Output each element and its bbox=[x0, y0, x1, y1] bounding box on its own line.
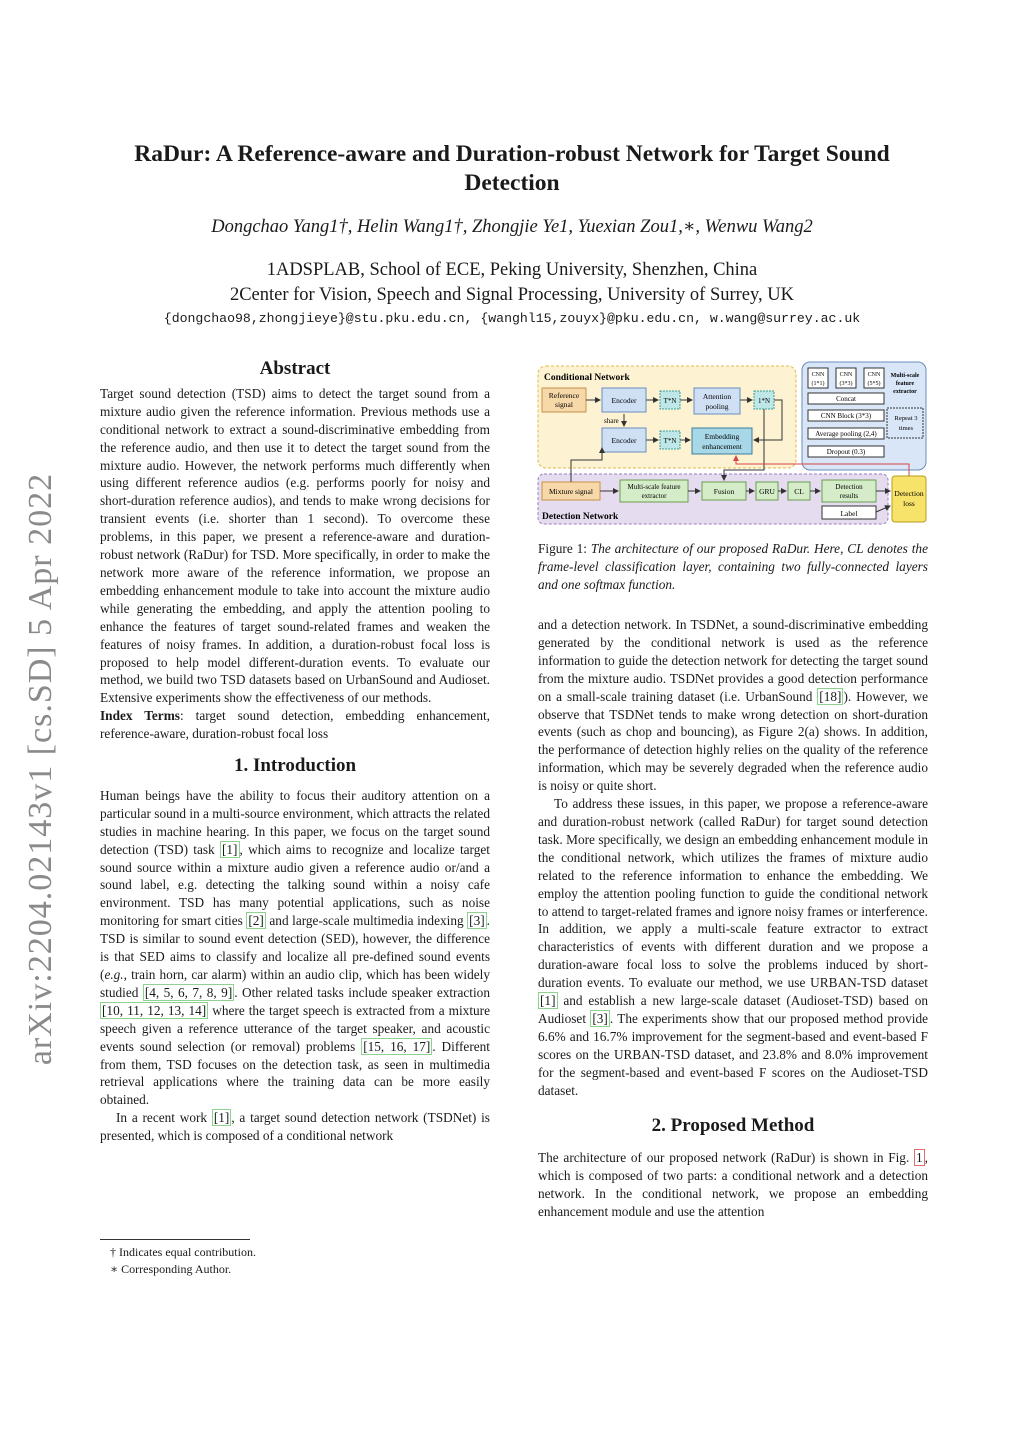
svg-text:times: times bbox=[898, 425, 914, 432]
svg-text:Concat: Concat bbox=[836, 395, 856, 403]
body-paragraph-1: and a detection network. In TSDNet, a sound-discriminative embedding generated by the conditional network is used as the reference information to guide the detection network for detecting the target sound from the mixture audio. TSDNet provides a good detection performance on a small-scale training dataset (i.e. UrbanSound [18] ). However, we observe that TSDNet tends to make wrong detection on short-duration events (such as chop and bouncing), as Figure 2(a) shows. In addition, the performance of detection highly relies on the quality of the reference information, which may be severely degraded when the reference audio is noisy or quite short. bbox=[538, 617, 928, 794]
svg-text:Encoder: Encoder bbox=[611, 396, 637, 405]
svg-text:Multi-scale: Multi-scale bbox=[890, 373, 920, 379]
svg-text:Encoder: Encoder bbox=[611, 436, 637, 445]
architecture-figure bbox=[536, 360, 928, 528]
citation-link[interactable]: [18] bbox=[819, 688, 842, 704]
affiliation-1: 1ADSPLAB, School of ECE, Peking University, Shenzhen, China bbox=[266, 260, 758, 280]
index-terms-text: : target sound detection, embedding enhancement, reference-aware, duration-robust focal loss bbox=[100, 708, 490, 742]
svg-text:Fusion: Fusion bbox=[713, 487, 735, 496]
index-terms bbox=[100, 707, 490, 743]
detection-network-label: Detection Network bbox=[542, 512, 619, 522]
caption-prefix: Figure 1: bbox=[538, 541, 591, 556]
abstract-text: Target sound detection (TSD) aims to detect the target sound from a mixture audio given the reference information. Previous methods use a conditional network to extract a sound-discriminative embedding from the reference audio, and then use it to detect the target sound from the mixture audio. However, the network performs much differently when using different reference audios (e.g. performs poorly for noisy and short-duration reference audios), and tends to make wrong decisions for transient events (i.e. shorter than 1 second). To overcome these problems, in this paper, we present a reference-aware and duration-robust network (RaDur) for TSD. More specifically, in order to make the network more aware of the reference information, we propose an embedding enhancement module to take into account the mixture audio while generating the embedding, and apply the attention pooling to enhance the features of target sound-related frames and weaken the features of noisy frames. In addition, a duration-robust focal loss is proposed to help model different-duration events. To evaluate our method, we build two TSD datasets based on UrbanSound and Audioset. Extensive experiments show the effectiveness of our methods. bbox=[100, 385, 490, 706]
proposed-method-heading: 2. Proposed Method bbox=[651, 1115, 815, 1137]
footnote-divider bbox=[100, 1239, 250, 1240]
citation-link[interactable]: [1] bbox=[213, 1110, 230, 1126]
svg-text:Multi-scale feature: Multi-scale feature bbox=[627, 483, 681, 491]
svg-text:Reference: Reference bbox=[548, 391, 580, 400]
svg-text:CNN Block (3*3): CNN Block (3*3) bbox=[820, 412, 872, 420]
citation-link[interactable]: [1] bbox=[540, 993, 556, 1009]
svg-text:pooling: pooling bbox=[705, 402, 729, 411]
svg-text:CL: CL bbox=[794, 487, 804, 496]
author-list: Dongchao Yang1†, Helin Wang1†, Zhongjie Ye1, Yuexian Zou1,∗, Wenwu Wang2 bbox=[211, 217, 813, 237]
body-paragraph-3: The architecture of our proposed network (RaDur) is shown in Fig. 1 , which is composed of two parts: a conditional network and a detection network. In the conditional network, we propose an embedding enhancement module and use the attention bbox=[538, 1150, 928, 1220]
affiliation-2: 2Center for Vision, Speech and Signal Processing, University of Surrey, UK bbox=[229, 285, 795, 305]
svg-text:Label: Label bbox=[840, 509, 858, 518]
citation-link[interactable]: [2] bbox=[248, 913, 264, 929]
citation-link[interactable]: [15, 16, 17] bbox=[363, 1038, 431, 1054]
svg-text:loss: loss bbox=[903, 499, 915, 508]
svg-text:(1*1): (1*1) bbox=[811, 381, 825, 387]
svg-text:T*N: T*N bbox=[663, 397, 677, 405]
svg-text:enhancement: enhancement bbox=[702, 442, 742, 451]
intro-paragraph-2: In a recent work [1] , a target sound detection network (TSDNet) is presented, which is composed of a conditional network bbox=[100, 1110, 490, 1144]
svg-text:(5*5): (5*5) bbox=[867, 381, 881, 387]
svg-text:feature: feature bbox=[895, 381, 915, 387]
abstract-heading: Abstract bbox=[259, 358, 331, 379]
footnote-equal-contribution: † Indicates equal contribution. bbox=[110, 1245, 256, 1259]
svg-text:GRU: GRU bbox=[759, 487, 775, 496]
svg-text:(3*3): (3*3) bbox=[839, 381, 853, 387]
paper-title: RaDur: A Reference-aware and Duration-robust Network for Target Sound Detection bbox=[134, 141, 890, 196]
svg-text:results: results bbox=[839, 492, 859, 500]
footnote-corresponding-author: ∗ Corresponding Author. bbox=[110, 1262, 232, 1276]
citation-link[interactable]: [3] bbox=[469, 913, 485, 929]
intro-paragraph-1: Human beings have the ability to focus their auditory attention on a particular sound in a multi-source environment, which attracts the related studies in machine hearing. In this paper, we focus on the target sound detection (TSD) task [1] , which aims to recognize and localize target sound source within a mixture audio given a reference audio or/and a sound label, e.g. detecting the talking sound within a noisy cafe environment. TSD has many potential applications, such as noise monitoring for smart cities [2] and large-scale multimedia indexing [3] . TSD is similar to sound event detection (SED), however, the difference is that SED aims to classify and localize all pre-defined sound events (e.g., train horn, car alarm) within an audio clip, which has been widely studied [4, 5, 6, 7, 8, 9] . Other related tasks include speaker extraction [10, 11, 12, 13, 14] where the target speech is extracted from a mixture speech given a reference utterance of the target speaker, and acoustic events sound selection (or removal) problems [15, 16, 17] . Different from them, TSD focuses on the detection task, as seen in multimedia retrieval applications where the training data can be more easily obtained. bbox=[100, 787, 491, 1108]
conditional-network-label: Conditional Network bbox=[544, 373, 630, 383]
author-emails: {dongchao98,zhongjieye}@stu.pku.edu.cn, {wanghl15,zouyx}@pku.edu.cn, w.wang@surrey.ac.uk bbox=[163, 311, 861, 326]
svg-text:Detection: Detection bbox=[835, 483, 863, 491]
caption-text: The architecture of our proposed RaDur. Here, CL denotes the frame-level classification layer, containing two fully-connected layers and one softmax function. bbox=[538, 541, 928, 592]
svg-text:signal: signal bbox=[555, 400, 573, 409]
citation-link[interactable]: [1] bbox=[221, 841, 238, 857]
svg-text:extractor: extractor bbox=[893, 389, 917, 395]
svg-text:Repeat 3: Repeat 3 bbox=[894, 415, 918, 422]
introduction-heading: 1. Introduction bbox=[233, 755, 357, 777]
svg-text:Dropout (0.3): Dropout (0.3) bbox=[826, 448, 866, 456]
svg-text:extractor: extractor bbox=[641, 492, 667, 500]
left-column bbox=[100, 360, 490, 1145]
svg-text:Average pooling (2,4): Average pooling (2,4) bbox=[815, 430, 877, 438]
svg-text:CNN: CNN bbox=[811, 372, 825, 378]
index-terms-label: Index Terms bbox=[100, 708, 180, 724]
svg-text:CNN: CNN bbox=[867, 372, 881, 378]
arxiv-identifier: arXiv:2204.02143v1 [cs.SD] 5 Apr 2022 bbox=[22, 472, 59, 1066]
citation-link[interactable]: [3] bbox=[592, 1010, 608, 1026]
svg-text:Mixture signal: Mixture signal bbox=[549, 487, 593, 496]
citation-link[interactable]: [4, 5, 6, 7, 8, 9] bbox=[144, 984, 233, 1000]
body-paragraph-2: To address these issues, in this paper, we propose a reference-aware and duration-robust network (called RaDur) for target sound detection task. More specifically, we design an embedding enhancement module in the conditional network, which utilizes the frames of mixture audio related to the reference information to enhance the embedding. We employ the attention pooling function to guide the conditional network to attend to target-related frames and ignore noisy frames or interference. In addition, we apply a multi-scale feature extractor to extract characteristics of events with different duration and we propose a duration-aware focal loss to solve the problems induced by short-duration events. To evaluate our method, we use URBAN-TSD dataset [1] and establish a new large-scale dataset (Audioset-TSD) based on Audioset [3] . The experiments show that our proposed method provide 6.6% and 16.7% improvement for the segment-based and event-based F scores on the URBAN-TSD dataset, and 23.8% and 8.0% improvement for the segment-based and event-based F scores on the Audioset-TSD dataset. bbox=[538, 796, 928, 1098]
figure-ref-link[interactable]: 1 bbox=[916, 1150, 923, 1166]
svg-text:Attention: Attention bbox=[702, 392, 732, 401]
figure-caption bbox=[538, 540, 928, 594]
svg-text:Embedding: Embedding bbox=[704, 432, 740, 441]
share-label: share bbox=[604, 417, 619, 425]
right-column bbox=[538, 616, 928, 1221]
svg-text:1*N: 1*N bbox=[757, 397, 771, 405]
svg-text:Detection: Detection bbox=[894, 489, 924, 498]
svg-text:T*N: T*N bbox=[663, 437, 677, 445]
svg-text:CNN: CNN bbox=[839, 372, 853, 378]
citation-link[interactable]: [10, 11, 12, 13, 14] bbox=[102, 1002, 207, 1018]
